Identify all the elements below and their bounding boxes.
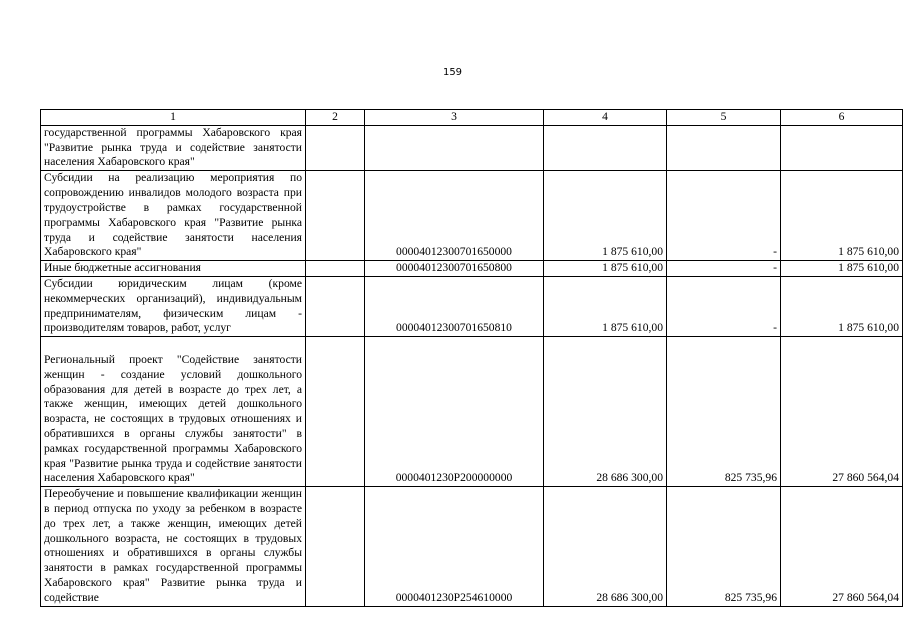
header-cell-4: 4 xyxy=(544,110,667,126)
table-row xyxy=(41,261,903,277)
row-col2 xyxy=(306,337,365,487)
header-row xyxy=(41,110,903,126)
row-code: 00004012300701650000 xyxy=(365,171,544,261)
header-cell-5: 5 xyxy=(667,110,781,126)
header-cell-3: 3 xyxy=(365,110,544,126)
row-amount: 1 875 610,00 xyxy=(544,171,667,261)
budget-table xyxy=(40,109,903,607)
row-total: 1 875 610,00 xyxy=(781,276,903,336)
row-amount: 28 686 300,00 xyxy=(544,487,667,606)
row-code: 00004012300701650800 xyxy=(365,261,544,277)
row-code xyxy=(365,125,544,170)
row-description: Иные бюджетные ассигнования xyxy=(41,261,306,277)
row-total: 27 860 564,04 xyxy=(781,487,903,606)
row-description: Переобучение и повышение квалификации женщин в период отпуска по уходу за ребенком в возрасте до трех лет, а также женщин, имеющих детей дошкольного возраста, не состоящих в трудовых отношениях и обратившихся в органы службы занятости в рамках государственной программы Хабаровского края" Развитие рынка труда и содействие xyxy=(41,487,306,606)
row-total: 27 860 564,04 xyxy=(781,337,903,487)
row-total: 1 875 610,00 xyxy=(781,261,903,277)
table-row xyxy=(41,171,903,261)
table-row xyxy=(41,487,903,606)
row-amount xyxy=(544,125,667,170)
row-col2 xyxy=(306,125,365,170)
page-number: 159 xyxy=(442,67,463,78)
row-col2 xyxy=(306,487,365,606)
row-description: Региональный проект "Содействие занятости женщин - создание условий дошкольного образования для детей в возрасте до трех лет, а также женщин, имеющих детей дошкольного возраста, не состоящих в трудовых отношениях и обратившихся в органы службы занятости" в рамках государственной программы Хабаровского края "Развитие рынка труда и содействие занятости населения Хабаровского края" xyxy=(41,337,306,487)
row-change: 825 735,96 xyxy=(667,337,781,487)
row-amount: 1 875 610,00 xyxy=(544,261,667,277)
row-code: 0000401230P254610000 xyxy=(365,487,544,606)
row-description: государственной программы Хабаровского края "Развитие рынка труда и содействие занятости населения Хабаровского края" xyxy=(41,125,306,170)
row-col2 xyxy=(306,261,365,277)
row-description: Субсидии на реализацию мероприятия по сопровождению инвалидов молодого возраста при трудоустройстве в рамках государственной программы Хабаровского края "Развитие рынка труда и содействие занятости населения Хабаровского края" xyxy=(41,171,306,261)
row-code: 0000401230P200000000 xyxy=(365,337,544,487)
header-cell-1: 1 xyxy=(41,110,306,126)
row-amount: 1 875 610,00 xyxy=(544,276,667,336)
row-change: - xyxy=(667,261,781,277)
row-description: Субсидии юридическим лицам (кроме некоммерческих организаций), индивидуальным предпринимателям, физическим лицам - производителям товаров, работ, услуг xyxy=(41,276,306,336)
row-change: 825 735,96 xyxy=(667,487,781,606)
row-amount: 28 686 300,00 xyxy=(544,337,667,487)
row-change: - xyxy=(667,171,781,261)
row-total xyxy=(781,125,903,170)
row-col2 xyxy=(306,171,365,261)
row-change: - xyxy=(667,276,781,336)
row-change xyxy=(667,125,781,170)
table-row xyxy=(41,125,903,170)
header-cell-6: 6 xyxy=(781,110,903,126)
row-col2 xyxy=(306,276,365,336)
row-code: 00004012300701650810 xyxy=(365,276,544,336)
row-total: 1 875 610,00 xyxy=(781,171,903,261)
header-cell-2: 2 xyxy=(306,110,365,126)
table-row xyxy=(41,337,903,487)
table-row xyxy=(41,276,903,336)
